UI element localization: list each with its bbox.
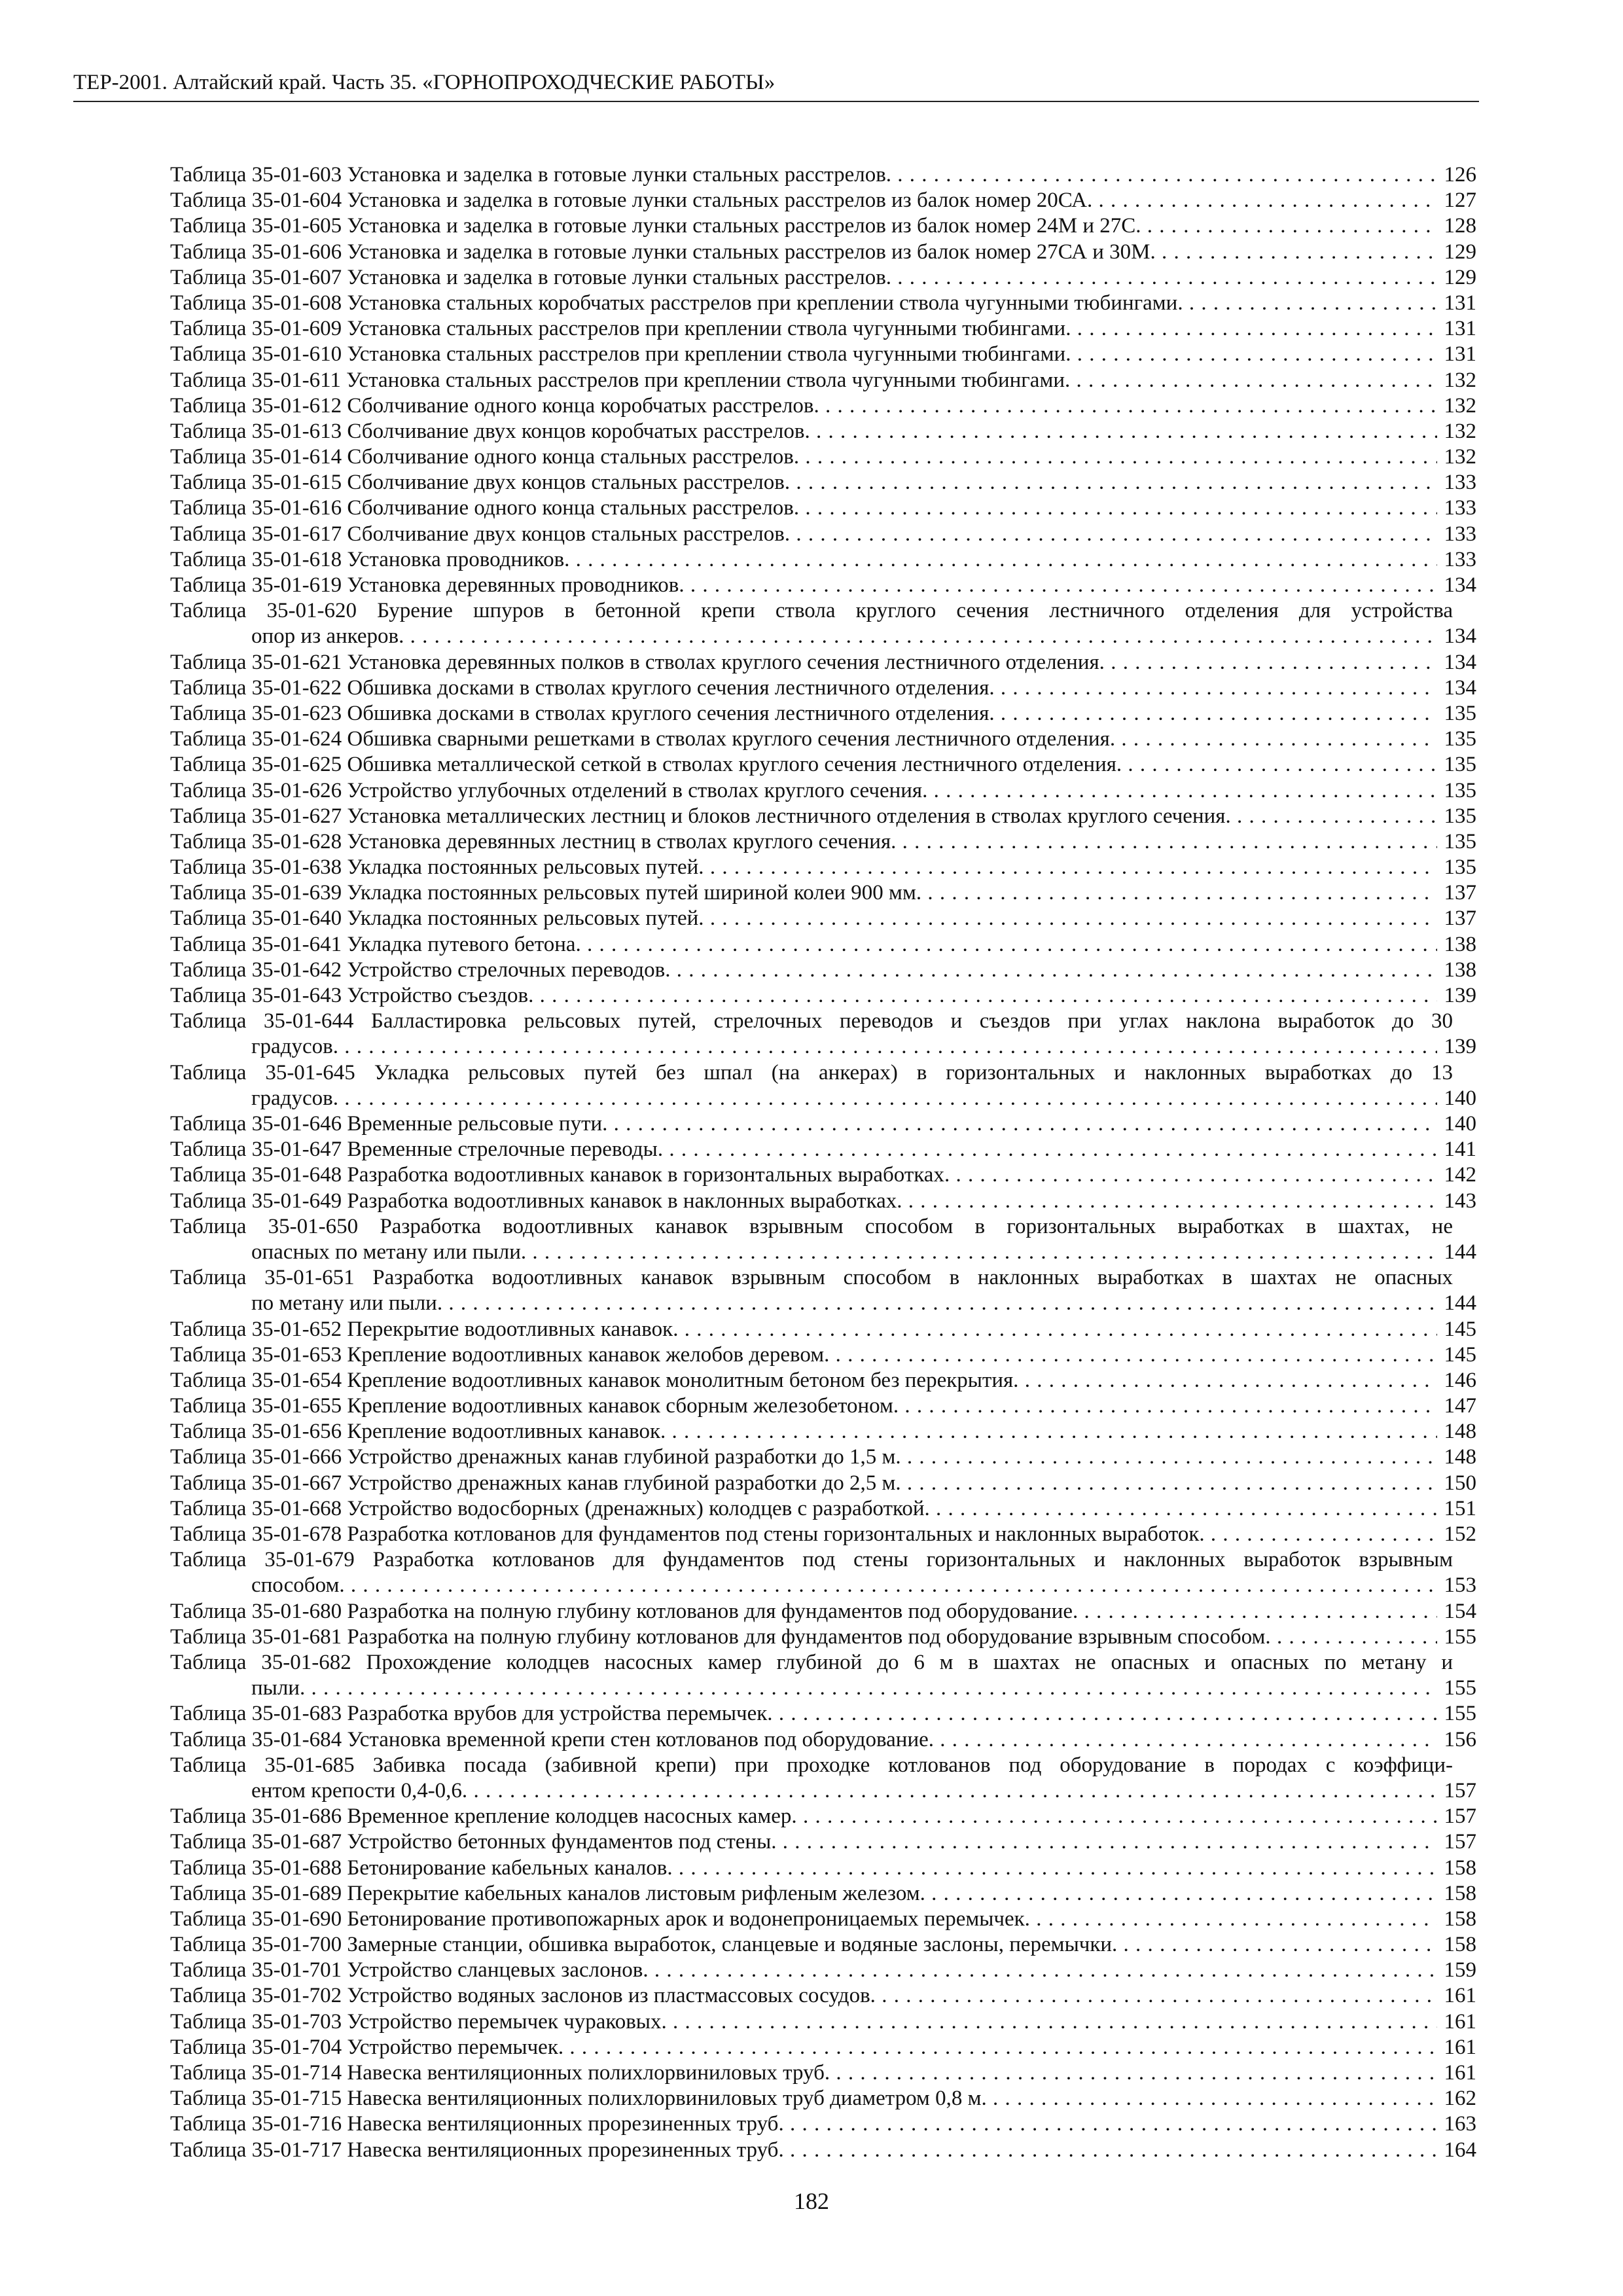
toc-entry-page: 138 — [1437, 958, 1476, 983]
toc-entry[interactable] — [170, 316, 1476, 342]
toc-entry[interactable] — [170, 2111, 1476, 2137]
toc-entry[interactable] — [170, 855, 1476, 880]
toc-entry[interactable] — [170, 1650, 1476, 1701]
toc-entry-title: Таблица 35-01-717 Навеска вентиляционных прорезиненных труб. . . . — [170, 2138, 1453, 2163]
toc-entry-title: Таблица 35-01-688 Бетонирование кабельных каналов. . . . — [170, 1856, 1453, 1881]
toc-entry-page: 135 — [1437, 778, 1476, 804]
toc-entry-page: 162 — [1437, 2086, 1476, 2111]
toc-entry[interactable] — [170, 1393, 1476, 1419]
toc-entry[interactable] — [170, 444, 1476, 470]
toc-entry[interactable] — [170, 342, 1476, 367]
toc-entry-title: Таблица 35-01-685 Забивка посада (забивной крепи) при проходке котлованов под оборудование в породах с коэффици- — [170, 1753, 1453, 1777]
toc-entry[interactable] — [170, 1368, 1476, 1393]
toc-entry-page: 141 — [1437, 1137, 1476, 1162]
toc-entry[interactable] — [170, 2086, 1476, 2111]
toc-entry[interactable] — [170, 1907, 1476, 1932]
table-of-contents — [170, 162, 1476, 2163]
toc-entry-title-continued: градусов. . . . — [251, 1034, 1453, 1060]
toc-entry-page: 156 — [1437, 1727, 1476, 1753]
toc-entry-page: 129 — [1437, 240, 1476, 265]
toc-entry-title: Таблица 35-01-652 Перекрытие водоотливных канавок. . . . — [170, 1317, 1453, 1342]
toc-entry[interactable] — [170, 1983, 1476, 2009]
toc-entry-page: 143 — [1437, 1189, 1476, 1214]
toc-entry-page: 146 — [1437, 1368, 1476, 1393]
toc-entry-title: Таблица 35-01-683 Разработка врубов для устройства перемычек. . . . — [170, 1701, 1453, 1727]
toc-entry[interactable] — [170, 1829, 1476, 1855]
toc-entry[interactable] — [170, 419, 1476, 444]
toc-entry[interactable] — [170, 1856, 1476, 1881]
toc-entry-page: 134 — [1437, 624, 1476, 649]
toc-entry[interactable] — [170, 932, 1476, 958]
toc-entry-title: Таблица 35-01-612 Сболчивание одного конца коробчатых расстрелов. . . . — [170, 393, 1453, 419]
toc-entry-title: Таблица 35-01-615 Сболчивание двух концов стальных расстрелов. . . . — [170, 470, 1453, 495]
toc-entry-page: 128 — [1437, 213, 1476, 239]
toc-entry-page: 134 — [1437, 573, 1476, 598]
toc-entry-page: 135 — [1437, 701, 1476, 726]
toc-entry-title: Таблица 35-01-690 Бетонирование противопожарных арок и водонепроницаемых перемычек. . . . — [170, 1907, 1453, 1932]
toc-entry[interactable] — [170, 701, 1476, 726]
toc-entry-title: Таблица 35-01-647 Временные стрелочные переводы. . . . — [170, 1137, 1453, 1162]
toc-entry-page: 158 — [1437, 1856, 1476, 1881]
toc-entry-page: 147 — [1437, 1393, 1476, 1419]
toc-entry-title: Таблица 35-01-682 Прохождение колодцев насосных камер глубиной до 6 м в шахтах не опасных и опасных по метану и — [170, 1650, 1453, 1674]
toc-entry-title: Таблица 35-01-653 Крепление водоотливных канавок желобов деревом. . . . — [170, 1342, 1453, 1368]
toc-entry-title: Таблица 35-01-654 Крепление водоотливных канавок монолитным бетоном без перекрытия. . . . — [170, 1368, 1453, 1393]
toc-entry[interactable] — [170, 2138, 1476, 2163]
toc-entry-title: Таблица 35-01-715 Навеска вентиляционных полихлорвиниловых труб диаметром 0,8 м. . . . — [170, 2086, 1453, 2111]
toc-entry-page: 137 — [1437, 906, 1476, 931]
toc-entry-title: Таблица 35-01-714 Навеска вентиляционных полихлорвиниловых труб. . . . — [170, 2060, 1453, 2086]
toc-entry[interactable] — [170, 470, 1476, 495]
toc-entry-page: 151 — [1437, 1496, 1476, 1522]
toc-entry-title: Таблица 35-01-666 Устройство дренажных канав глубиной разработки до 1,5 м. . . . — [170, 1444, 1453, 1470]
toc-entry-page: 155 — [1437, 1676, 1476, 1701]
toc-entry-title: Таблица 35-01-604 Установка и заделка в готовые лунки стальных расстрелов из балок номер 20СА. . . . — [170, 188, 1453, 213]
toc-entry-title: Таблица 35-01-609 Установка стальных расстрелов при креплении ствола чугунными тюбингами. . . . — [170, 316, 1453, 342]
toc-entry[interactable] — [170, 573, 1476, 598]
toc-entry-title: Таблица 35-01-716 Навеска вентиляционных прорезиненных труб. . . . — [170, 2111, 1453, 2137]
toc-entry[interactable] — [170, 752, 1476, 778]
toc-entry-title: Таблица 35-01-606 Установка и заделка в готовые лунки стальных расстрелов из балок номер 27СА и 30М. . . . — [170, 240, 1453, 265]
toc-entry-title: Таблица 35-01-621 Установка деревянных полков в стволах круглого сечения лестничного отделения. . . . — [170, 650, 1453, 675]
toc-entry-page: 134 — [1437, 650, 1476, 675]
toc-entry-title: Таблица 35-01-623 Обшивка досками в стволах круглого сечения лестничного отделения. . . . — [170, 701, 1453, 726]
toc-entry[interactable] — [170, 726, 1476, 752]
toc-entry-title: Таблица 35-01-643 Устройство съездов. . . . — [170, 983, 1453, 1009]
toc-entry-title: Таблица 35-01-619 Установка деревянных проводников. . . . — [170, 573, 1453, 598]
toc-entry[interactable] — [170, 1753, 1476, 1804]
toc-entry[interactable] — [170, 598, 1476, 649]
toc-entry-page: 133 — [1437, 470, 1476, 495]
toc-entry-title: Таблица 35-01-644 Балластировка рельсовых путей, стрелочных переводов и съездов при углах наклона выработок до 30 — [170, 1009, 1453, 1033]
toc-entry-title-continued: способом. . . . — [251, 1573, 1453, 1598]
toc-entry-title: Таблица 35-01-610 Установка стальных расстрелов при креплении ствола чугунными тюбингами. . . . — [170, 342, 1453, 367]
toc-entry[interactable] — [170, 1547, 1476, 1598]
toc-entry-title: Таблица 35-01-608 Установка стальных коробчатых расстрелов при креплении ствола чугунными тюбингами. . . . — [170, 291, 1453, 316]
toc-entry-title: Таблица 35-01-627 Установка металлических лестниц и блоков лестничного отделения в стволах круглого сечения. . . . — [170, 804, 1453, 829]
page-number: 182 — [794, 2188, 829, 2214]
toc-entry-page: 131 — [1437, 342, 1476, 367]
toc-entry-page: 154 — [1437, 1599, 1476, 1624]
toc-entry[interactable] — [170, 291, 1476, 316]
toc-entry-page: 137 — [1437, 880, 1476, 906]
toc-entry[interactable] — [170, 1599, 1476, 1624]
toc-entry-title-continued: опор из анкеров. . . . — [251, 624, 1453, 649]
toc-entry-page: 161 — [1437, 1983, 1476, 2009]
toc-entry-title: Таблица 35-01-616 Сболчивание одного конца стальных расстрелов. . . . — [170, 495, 1453, 521]
toc-entry-page: 138 — [1437, 932, 1476, 958]
toc-entry[interactable] — [170, 1009, 1476, 1060]
toc-entry-title: Таблица 35-01-679 Разработка котлованов для фундаментов под стены горизонтальных и наклонных выработок взрывным — [170, 1548, 1453, 1572]
toc-entry[interactable] — [170, 804, 1476, 829]
toc-entry-page: 140 — [1437, 1086, 1476, 1111]
toc-entry-title: Таблица 35-01-687 Устройство бетонных фундаментов под стены. . . . — [170, 1829, 1453, 1855]
toc-entry[interactable] — [170, 495, 1476, 521]
toc-entry[interactable] — [170, 1137, 1476, 1162]
toc-entry-title-continued: пыли. . . . — [251, 1676, 1453, 1701]
toc-entry-page: 158 — [1437, 1932, 1476, 1958]
toc-entry[interactable] — [170, 2035, 1476, 2060]
toc-entry-page: 157 — [1437, 1829, 1476, 1855]
toc-entry-title: Таблица 35-01-645 Укладка рельсовых путей без шпал (на анкерах) в горизонтальных и наклонных выработках до 13 — [170, 1060, 1453, 1085]
toc-entry-title: Таблица 35-01-624 Обшивка сварными решетками в стволах круглого сечения лестничного отделения. . . . — [170, 726, 1453, 752]
toc-entry-page: 148 — [1437, 1419, 1476, 1444]
toc-entry[interactable] — [170, 265, 1476, 291]
toc-entry[interactable] — [170, 1522, 1476, 1547]
toc-entry[interactable] — [170, 188, 1476, 213]
document-title: ТЕР-2001. Алтайский край. Часть 35. «ГОРНОПРОХОДЧЕСКИЕ РАБОТЫ» — [73, 71, 776, 94]
toc-entry-page: 158 — [1437, 1907, 1476, 1932]
toc-entry[interactable] — [170, 1932, 1476, 1958]
toc-entry-page: 132 — [1437, 393, 1476, 419]
toc-entry-title: Таблица 35-01-628 Установка деревянных лестниц в стволах круглого сечения. . . . — [170, 829, 1453, 855]
toc-entry-title: Таблица 35-01-702 Устройство водяных заслонов из пластмассовых сосудов. . . . — [170, 1983, 1453, 2009]
toc-entry-page: 135 — [1437, 726, 1476, 752]
toc-entry-page: 135 — [1437, 804, 1476, 829]
toc-entry-page: 152 — [1437, 1522, 1476, 1547]
toc-entry[interactable] — [170, 1419, 1476, 1444]
toc-entry-page: 145 — [1437, 1317, 1476, 1342]
toc-entry[interactable] — [170, 829, 1476, 855]
toc-entry-title: Таблица 35-01-603 Установка и заделка в готовые лунки стальных расстрелов. . . . — [170, 162, 1453, 188]
toc-entry-page: 140 — [1437, 1111, 1476, 1137]
toc-entry-title: Таблица 35-01-678 Разработка котлованов для фундаментов под стены горизонтальных и наклонных выработок. . . . — [170, 1522, 1453, 1547]
toc-entry[interactable] — [170, 1958, 1476, 1983]
toc-entry-page: 133 — [1437, 547, 1476, 573]
toc-entry-title-continued: по метану или пыли. . . . — [251, 1291, 1453, 1316]
toc-entry-title: Таблица 35-01-638 Укладка постоянных рельсовых путей. . . . — [170, 855, 1453, 880]
toc-entry-title: Таблица 35-01-655 Крепление водоотливных канавок сборным железобетоном. . . . — [170, 1393, 1453, 1419]
toc-entry[interactable] — [170, 1189, 1476, 1214]
toc-entry-page: 157 — [1437, 1778, 1476, 1804]
toc-entry[interactable] — [170, 1496, 1476, 1522]
toc-entry-page: 159 — [1437, 1958, 1476, 1983]
toc-entry-title: Таблица 35-01-686 Временное крепление колодцев насосных камер. . . . — [170, 1804, 1453, 1829]
toc-entry[interactable] — [170, 1162, 1476, 1188]
toc-entry[interactable] — [170, 1342, 1476, 1368]
toc-entry-title: Таблица 35-01-614 Сболчивание одного конца стальных расстрелов. . . . — [170, 444, 1453, 470]
toc-entry[interactable] — [170, 213, 1476, 239]
toc-entry[interactable] — [170, 1471, 1476, 1496]
toc-entry-title: Таблица 35-01-648 Разработка водоотливных канавок в горизонтальных выработках. . . . — [170, 1162, 1453, 1188]
toc-entry-title: Таблица 35-01-626 Устройство углубочных отделений в стволах круглого сечения. . . . — [170, 778, 1453, 804]
toc-entry-title: Таблица 35-01-667 Устройство дренажных канав глубиной разработки до 2,5 м. . . . — [170, 1471, 1453, 1496]
toc-entry-page: 150 — [1437, 1471, 1476, 1496]
toc-entry-page: 158 — [1437, 1881, 1476, 1907]
toc-entry-title: Таблица 35-01-701 Устройство сланцевых заслонов. . . . — [170, 1958, 1453, 1983]
toc-entry-page: 127 — [1437, 188, 1476, 213]
toc-entry-page: 132 — [1437, 444, 1476, 470]
toc-entry-title: Таблица 35-01-700 Замерные станции, обшивка выработок, сланцевые и водяные заслоны, перемычки. . . . — [170, 1932, 1453, 1958]
toc-entry-title-continued: опасных по метану или пыли. . . . — [251, 1240, 1453, 1265]
toc-entry-title: Таблица 35-01-611 Установка стальных расстрелов при креплении ствола чугунными тюбингами. . . . — [170, 368, 1453, 393]
toc-entry-title: Таблица 35-01-613 Сболчивание двух концов коробчатых расстрелов. . . . — [170, 419, 1453, 444]
toc-entry-page: 161 — [1437, 2035, 1476, 2060]
toc-entry-page: 142 — [1437, 1162, 1476, 1188]
toc-entry[interactable] — [170, 522, 1476, 547]
toc-entry[interactable] — [170, 958, 1476, 983]
toc-entry[interactable] — [170, 1265, 1476, 1316]
toc-entry[interactable] — [170, 1060, 1476, 1111]
toc-entry-title: Таблица 35-01-689 Перекрытие кабельных каналов листовым рифленым железом. . . . — [170, 1881, 1453, 1907]
toc-entry-title: Таблица 35-01-640 Укладка постоянных рельсовых путей. . . . — [170, 906, 1453, 931]
toc-entry-page: 132 — [1437, 419, 1476, 444]
toc-entry-page: 157 — [1437, 1804, 1476, 1829]
toc-entry-title: Таблица 35-01-649 Разработка водоотливных канавок в наклонных выработках. . . . — [170, 1189, 1453, 1214]
toc-entry-title: Таблица 35-01-620 Бурение шпуров в бетонной крепи ствола круглого сечения лестничного отделения для устройства — [170, 599, 1453, 623]
toc-entry-page: 133 — [1437, 522, 1476, 547]
toc-entry-title: Таблица 35-01-646 Временные рельсовые пути. . . . — [170, 1111, 1453, 1137]
toc-entry-page: 131 — [1437, 291, 1476, 316]
toc-entry-title: Таблица 35-01-668 Устройство водосборных (дренажных) колодцев с разработкой. . . . — [170, 1496, 1453, 1522]
toc-entry[interactable] — [170, 240, 1476, 265]
toc-entry-page: 145 — [1437, 1342, 1476, 1368]
toc-entry-page: 144 — [1437, 1291, 1476, 1316]
toc-entry[interactable] — [170, 675, 1476, 701]
toc-entry[interactable] — [170, 1727, 1476, 1753]
toc-entry[interactable] — [170, 906, 1476, 931]
toc-entry-title: Таблица 35-01-607 Установка и заделка в готовые лунки стальных расстрелов. . . . — [170, 265, 1453, 291]
toc-entry-title: Таблица 35-01-680 Разработка на полную глубину котлованов для фундаментов под оборудование. . . . — [170, 1599, 1453, 1624]
toc-entry[interactable] — [170, 2060, 1476, 2086]
running-header — [73, 68, 1479, 102]
toc-entry[interactable] — [170, 368, 1476, 393]
toc-entry[interactable] — [170, 1111, 1476, 1137]
toc-entry-title: Таблица 35-01-684 Установка временной крепи стен котлованов под оборудование. . . . — [170, 1727, 1453, 1753]
toc-entry-page: 135 — [1437, 855, 1476, 880]
toc-entry-title: Таблица 35-01-641 Укладка путевого бетона. . . . — [170, 932, 1453, 958]
toc-entry[interactable] — [170, 1701, 1476, 1727]
toc-entry-page: 155 — [1437, 1624, 1476, 1650]
toc-entry-title: Таблица 35-01-650 Разработка водоотливных канавок взрывным способом в горизонтальных выработках в шахтах, не — [170, 1214, 1453, 1238]
toc-entry-page: 148 — [1437, 1444, 1476, 1470]
toc-entry-page: 153 — [1437, 1573, 1476, 1598]
toc-entry-page: 126 — [1437, 162, 1476, 188]
toc-entry[interactable] — [170, 650, 1476, 675]
toc-entry[interactable] — [170, 778, 1476, 804]
toc-entry-page: 134 — [1437, 675, 1476, 701]
toc-entry-title: Таблица 35-01-703 Устройство перемычек чураковых. . . . — [170, 2009, 1453, 2035]
toc-entry[interactable] — [170, 2009, 1476, 2035]
toc-entry[interactable] — [170, 1317, 1476, 1342]
toc-entry[interactable] — [170, 1881, 1476, 1907]
toc-entry-page: 135 — [1437, 752, 1476, 778]
toc-entry-page: 144 — [1437, 1240, 1476, 1265]
toc-entry-title: Таблица 35-01-618 Установка проводников. . . . — [170, 547, 1453, 573]
toc-entry-page: 129 — [1437, 265, 1476, 291]
toc-entry-title: Таблица 35-01-625 Обшивка металлической сеткой в стволах круглого сечения лестничного отделения. . . . — [170, 752, 1453, 778]
toc-entry[interactable] — [170, 1804, 1476, 1829]
toc-entry-title: Таблица 35-01-656 Крепление водоотливных канавок. . . . — [170, 1419, 1453, 1444]
toc-entry[interactable] — [170, 547, 1476, 573]
toc-entry-title-continued: ентом крепости 0,4-0,6. . . . — [251, 1778, 1453, 1804]
toc-entry-title: Таблица 35-01-704 Устройство перемычек. . . . — [170, 2035, 1453, 2060]
toc-entry-page: 161 — [1437, 2009, 1476, 2035]
toc-entry[interactable] — [170, 983, 1476, 1009]
toc-entry-page: 131 — [1437, 316, 1476, 342]
toc-entry-page: 132 — [1437, 368, 1476, 393]
toc-entry-title: Таблица 35-01-617 Сболчивание двух концов стальных расстрелов. . . . — [170, 522, 1453, 547]
toc-entry[interactable] — [170, 1214, 1476, 1265]
toc-entry-page: 155 — [1437, 1701, 1476, 1727]
toc-entry[interactable] — [170, 162, 1476, 188]
toc-entry-page: 139 — [1437, 1034, 1476, 1060]
toc-entry-title: Таблица 35-01-681 Разработка на полную глубину котлованов для фундаментов под оборудование взрывным способом. . . . — [170, 1624, 1453, 1650]
toc-entry-title: Таблица 35-01-651 Разработка водоотливных канавок взрывным способом в наклонных выработках в шахтах не опасных — [170, 1266, 1453, 1290]
toc-entry[interactable] — [170, 880, 1476, 906]
toc-entry[interactable] — [170, 1444, 1476, 1470]
toc-entry-title: Таблица 35-01-642 Устройство стрелочных переводов. . . . — [170, 958, 1453, 983]
toc-entry-page: 164 — [1437, 2138, 1476, 2163]
toc-entry-page: 139 — [1437, 983, 1476, 1009]
toc-entry-title: Таблица 35-01-639 Укладка постоянных рельсовых путей шириной колеи 900 мм. . . . — [170, 880, 1453, 906]
toc-entry[interactable] — [170, 393, 1476, 419]
toc-entry-page: 135 — [1437, 829, 1476, 855]
toc-entry-page: 161 — [1437, 2060, 1476, 2086]
toc-entry-page: 163 — [1437, 2111, 1476, 2137]
toc-entry-title: Таблица 35-01-605 Установка и заделка в готовые лунки стальных расстрелов из балок номер 24М и 27С. . . . — [170, 213, 1453, 239]
toc-entry[interactable] — [170, 1624, 1476, 1650]
toc-entry-title-continued: градусов. . . . — [251, 1086, 1453, 1111]
toc-entry-title: Таблица 35-01-622 Обшивка досками в стволах круглого сечения лестничного отделения. . . . — [170, 675, 1453, 701]
toc-entry-page: 133 — [1437, 495, 1476, 521]
